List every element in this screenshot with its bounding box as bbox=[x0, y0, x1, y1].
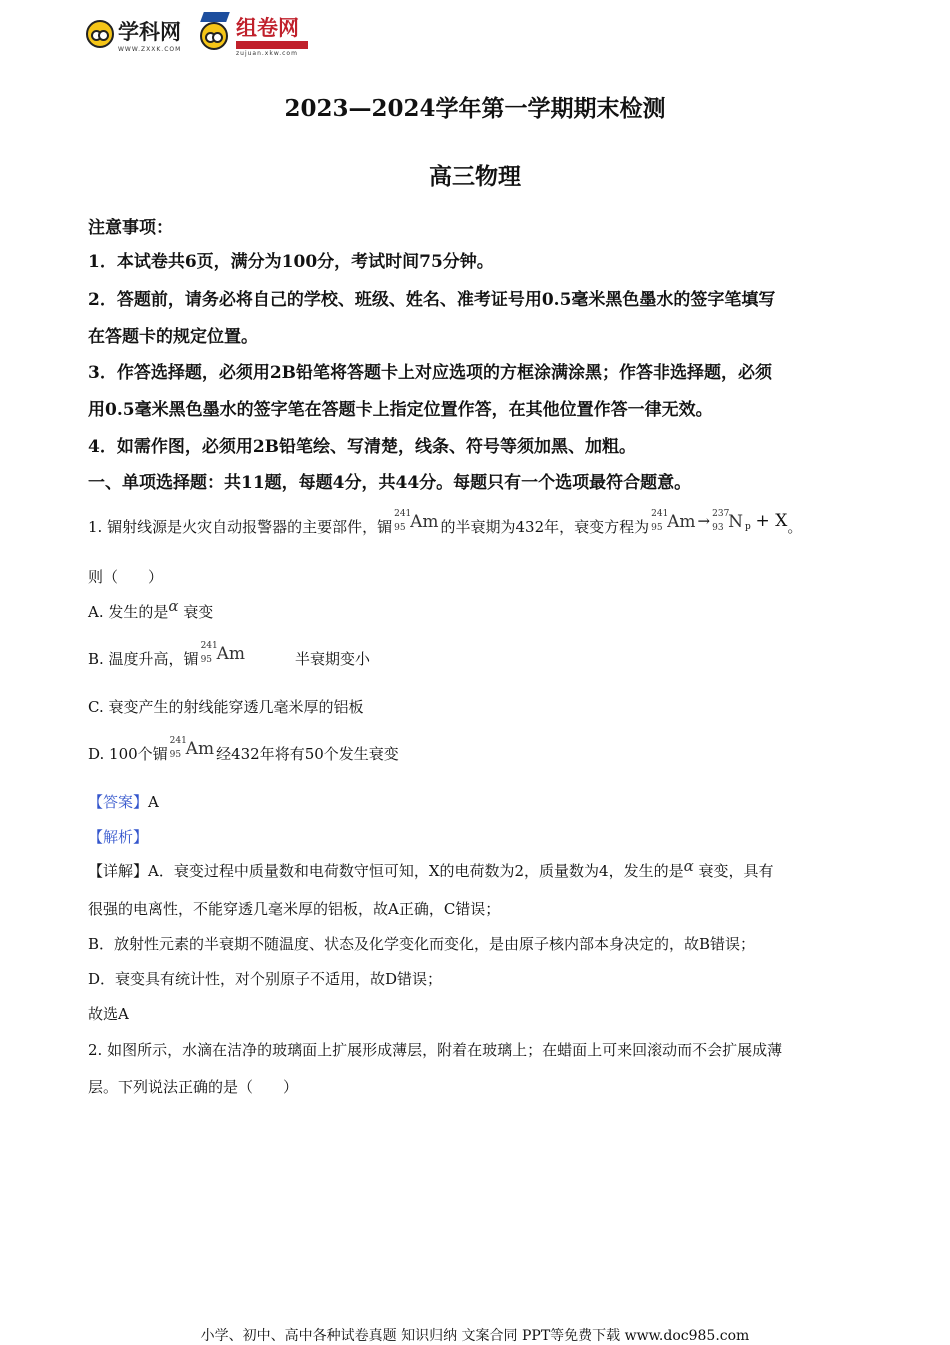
graduate-face-icon bbox=[200, 22, 228, 50]
q1-detail-b: B．放射性元素的半衰期不随温度、状态及化学变化而变化，是由原子核内部本身决定的，故B错误； bbox=[88, 935, 756, 953]
am-nuclide-b: 241 95 Am bbox=[200, 641, 245, 665]
page-footer: 小学、初中、高中各种试卷真题 知识归纳 文案合同 PPT等免费下载 www.doc985.com bbox=[200, 1328, 750, 1344]
notice-item-2b: 在答题卡的规定位置。 bbox=[88, 327, 258, 347]
q1-detail-d: D．衰变具有统计性，对个别原子不适用，故D错误； bbox=[88, 970, 443, 988]
zujuan-logo: 组卷网 zujuan.xkw.com bbox=[200, 12, 312, 56]
np-nuclide: 237 93 N bbox=[712, 509, 743, 533]
q1-stem: 1. 镅射线源是火灾自动报警器的主要部件，镅 241 95 Am 的半衰期为432年，衰变方程为 241 95 Am → 237 93 N $^p$ + X。 bbox=[88, 509, 803, 536]
cartoon-face-icon bbox=[86, 20, 114, 48]
logo-ribbon bbox=[236, 41, 308, 49]
notice-item-3a: 3．作答选择题，必须用2B铅笔将答题卡上对应选项的方框涂满涂黑；作答非选择题，必须 bbox=[88, 363, 773, 383]
q1-detail-2: 很强的电离性，不能穿透几毫米厚的铝板，故A正确，C错误； bbox=[88, 900, 501, 918]
notice-item-4: 4．如需作图，必须用2B铅笔绘、写清楚，线条、符号等须加黑、加粗。 bbox=[88, 437, 637, 457]
section-heading: 一、单项选择题：共11题，每题4分，共44分。每题只有一个选项最符合题意。 bbox=[88, 473, 692, 493]
q2-stem-line1: 2. 如图所示，水滴在洁净的玻璃面上扩展形成薄层，附着在玻璃上；在蜡面上可来回滚动而不会扩展成薄 bbox=[88, 1041, 783, 1059]
q2-stem-line2: 层。下列说法正确的是（ ） bbox=[88, 1078, 299, 1096]
graduation-cap-icon bbox=[200, 12, 230, 22]
notice-item-1: 1．本试卷共6页，满分为100分，考试时间75分钟。 bbox=[88, 252, 494, 272]
page-title: 2023—2024学年第一学期期末检测 bbox=[284, 95, 666, 122]
q1-stem-line2: 则（ ） bbox=[88, 568, 164, 586]
q1-answer: 【答案】A bbox=[88, 793, 159, 811]
q1-option-d: D. 100个镅 241 95 Am 经432年将有50个发生衰变 bbox=[88, 736, 399, 763]
q1-option-a: A. 发生的是α 衰变 bbox=[88, 597, 214, 621]
am-nuclide-eq: 241 95 Am bbox=[651, 509, 696, 533]
notice-item-3b: 用0.5毫米黑色墨水的签字笔在答题卡上指定位置作答，在其他位置作答一律无效。 bbox=[88, 400, 713, 420]
notice-item-2a: 2．答题前，请务必将自己的学校、班级、姓名、准考证号用0.5毫米黑色墨水的签字笔填写 bbox=[88, 290, 776, 310]
q1-choose: 故选A bbox=[88, 1005, 129, 1023]
zxxk-logo: 学科网 WWW.ZXXK.COM bbox=[86, 14, 190, 58]
notice-heading: 注意事项： bbox=[88, 218, 173, 238]
page-subtitle: 高三物理 bbox=[429, 163, 521, 190]
q1-analysis-label: 【解析】 bbox=[88, 828, 149, 846]
am-nuclide: 241 95 Am bbox=[394, 509, 439, 533]
q1-option-b: B. 温度升高，镅 241 95 Am 半衰期变小 bbox=[88, 641, 370, 668]
q1-option-c: C. 衰变产生的射线能穿透几毫米厚的铝板 bbox=[88, 698, 364, 716]
am-nuclide-d: 241 95 Am bbox=[169, 736, 215, 760]
q1-detail-1: 【详解】A．衰变过程中质量数和电荷数守恒可知，X的电荷数为2，质量数为4，发生的是α 衰变，具有 bbox=[88, 857, 774, 880]
